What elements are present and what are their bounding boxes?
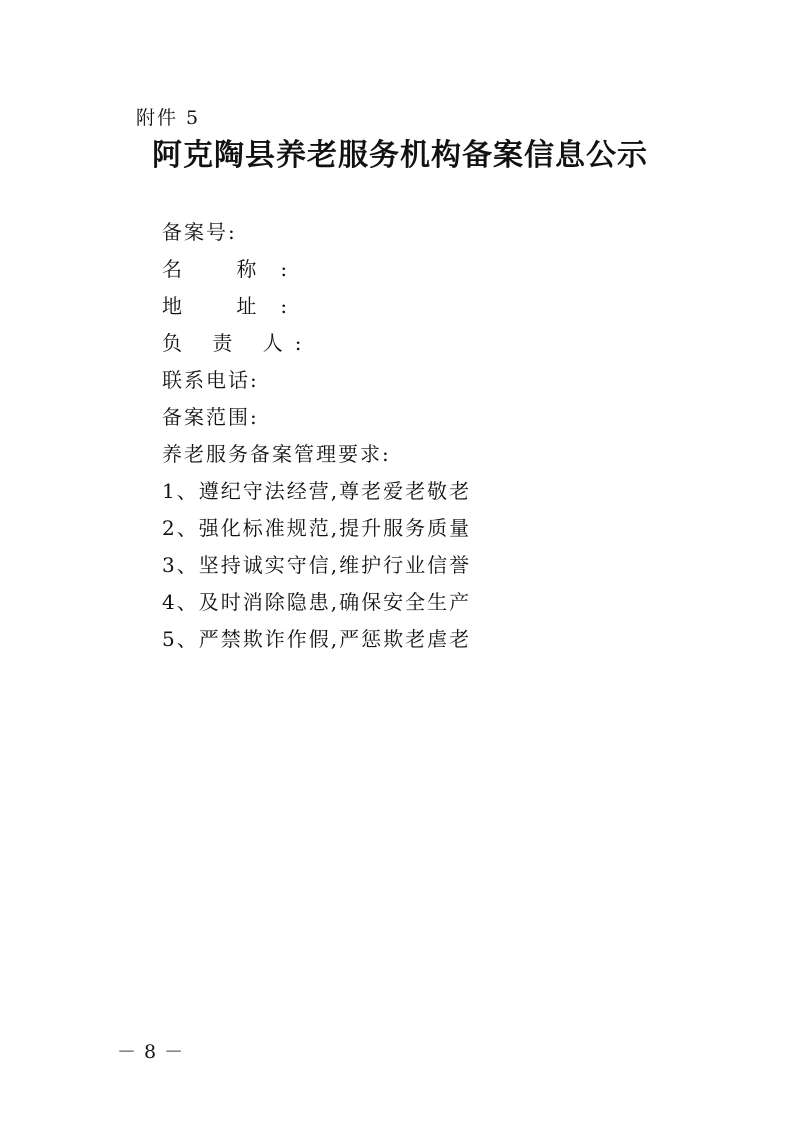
page-number: － 8 － bbox=[117, 1041, 185, 1063]
field-phone bbox=[162, 365, 642, 402]
field-label: 备案范围 bbox=[162, 405, 250, 429]
field-address bbox=[162, 291, 642, 328]
field-filing-scope bbox=[162, 402, 642, 439]
field-colon: : bbox=[280, 294, 290, 318]
requirement-item: 4、及时消除隐患,确保安全生产 bbox=[162, 590, 472, 614]
field-colon: : bbox=[228, 220, 237, 244]
requirement-item: 3、坚持诚实守信,维护行业信誉 bbox=[162, 553, 472, 577]
requirement-item: 2、强化标准规范,提升服务质量 bbox=[162, 516, 472, 540]
field-label: 备案号 bbox=[162, 220, 228, 244]
requirement-item: 5、严禁欺诈作假,严惩欺老虐老 bbox=[162, 627, 472, 651]
document-title: 阿克陶县养老服务机构备案信息公示 bbox=[152, 138, 648, 173]
field-label: 联系电话 bbox=[162, 368, 250, 392]
document-body bbox=[162, 217, 642, 661]
field-label: 名 称 bbox=[162, 257, 281, 281]
field-colon: : bbox=[250, 368, 259, 392]
attachment-label: 附件 5 bbox=[136, 107, 201, 129]
requirements-heading: 养老服务备案管理要求: bbox=[162, 442, 391, 466]
field-label: 负 责 人 bbox=[162, 331, 295, 355]
field-colon: : bbox=[280, 257, 290, 281]
field-filing-number bbox=[162, 217, 642, 254]
field-person-in-charge bbox=[162, 328, 642, 365]
field-label: 地 址 bbox=[162, 294, 281, 318]
field-colon: : bbox=[250, 405, 259, 429]
field-name bbox=[162, 254, 642, 291]
field-colon: : bbox=[294, 331, 304, 355]
requirement-item: 1、遵纪守法经营,尊老爱老敬老 bbox=[162, 479, 472, 503]
